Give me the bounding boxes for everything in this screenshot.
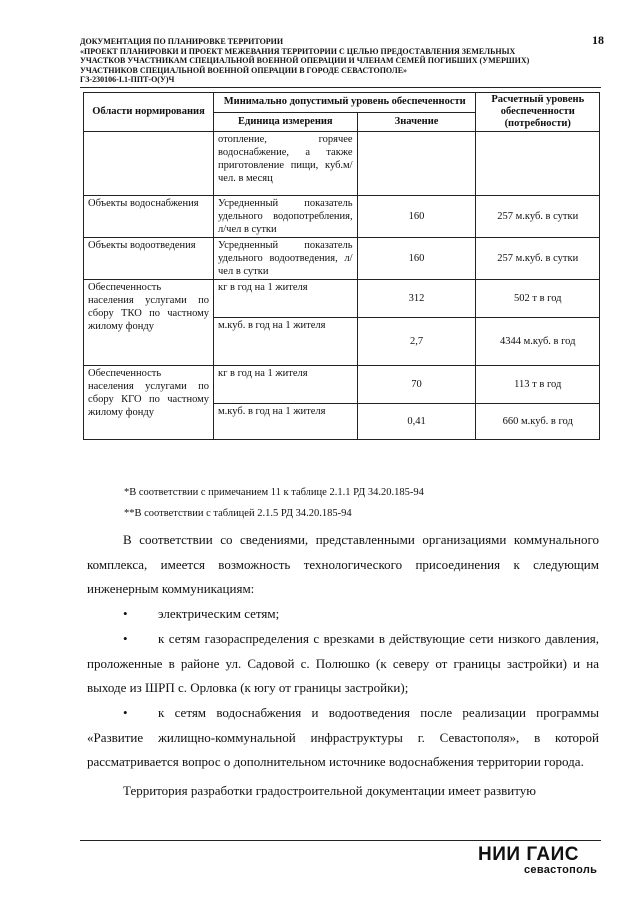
table-cell: м.куб. в год на 1 жителя bbox=[214, 318, 358, 366]
col-header-min-level: Минимально допустимый уровень обеспеченности bbox=[214, 93, 476, 113]
document-header bbox=[80, 37, 600, 85]
table-cell: Обеспеченность населения услугами по сбору КГО по частному жилому фонду bbox=[84, 366, 214, 440]
list-item bbox=[87, 602, 599, 627]
table-cell: кг в год на 1 жителя bbox=[214, 280, 358, 318]
paragraph-last: Территория разработки градостроительной документации имеет развитую bbox=[123, 783, 536, 799]
logo-main: НИИ ГАИС bbox=[478, 844, 579, 865]
bullet-icon: • bbox=[123, 630, 128, 646]
table-cell: Усредненный показатель удельного водопотребления, л/чел в сутки bbox=[214, 196, 358, 238]
table-cell: 312 bbox=[357, 280, 476, 318]
list-item bbox=[87, 627, 599, 701]
table-cell: 4344 м.куб. в год bbox=[476, 318, 600, 366]
table-cell: 660 м.куб. в год bbox=[476, 404, 600, 440]
header-line-3: УЧАСТКОВ УЧАСТНИКАМ СПЕЦИАЛЬНОЙ ВОЕННОЙ ОПЕРАЦИИ И ЧЛЕНАМ СЕМЕЙ ПОГИБШИХ (УМЕРШИХ) bbox=[80, 56, 530, 66]
list-item-text: электрическим сетям; bbox=[158, 606, 280, 622]
table-cell: 2,7 bbox=[357, 318, 476, 366]
logo-sub: севастополь bbox=[524, 864, 598, 876]
footer-divider bbox=[80, 840, 601, 841]
table-cell: 70 bbox=[357, 366, 476, 404]
table-cell: Объекты водоснабжения bbox=[84, 196, 214, 238]
table-cell: 502 т в год bbox=[476, 280, 600, 318]
header-line-2: «ПРОЕКТ ПЛАНИРОВКИ И ПРОЕКТ МЕЖЕВАНИЯ ТЕРРИТОРИИ С ЦЕЛЬЮ ПРЕДОСТАВЛЕНИЯ ЗЕМЕЛЬНЫХ bbox=[80, 46, 516, 56]
company-logo bbox=[478, 844, 598, 876]
table-cell: Обеспеченность населения услугами по сбору ТКО по частному жилому фонду bbox=[84, 280, 214, 366]
table-row bbox=[84, 238, 600, 280]
header-line-4: УЧАСТНИКОВ СПЕЦИАЛЬНОЙ ВОЕННОЙ ОПЕРАЦИИ В ГОРОДЕ СЕВАСТОПОЛЕ» bbox=[80, 65, 408, 75]
table-cell: 257 м.куб. в сутки bbox=[476, 196, 600, 238]
table-cell: 160 bbox=[357, 196, 476, 238]
table-cell: 113 т в год bbox=[476, 366, 600, 404]
requirements-table bbox=[83, 92, 600, 440]
bullet-icon: • bbox=[123, 704, 128, 720]
header-line-1: ДОКУМЕНТАЦИЯ ПО ПЛАНИРОВКЕ ТЕРРИТОРИИ bbox=[80, 37, 284, 46]
table-cell bbox=[357, 132, 476, 196]
col-header-unit: Единица измерения bbox=[214, 112, 358, 132]
list-item-text: к сетям газораспределения с врезками в действующие сети низкого давления, проложенные в районе ул. Садовой с. Полюшко (к северу от границы застройки) и на выходе из ШРП с. Орловка (к югу от границы застройки); bbox=[87, 630, 599, 696]
paragraph-intro: В соответствии со сведениями, представленными организациями коммунального комплекса, имеется возможность технологического присоединения к следующим инженерным коммуникациям: bbox=[87, 532, 599, 597]
table-cell: м.куб. в год на 1 жителя bbox=[214, 404, 358, 440]
table-cell bbox=[84, 132, 214, 196]
col-header-area: Области нормирования bbox=[84, 93, 214, 132]
table-row bbox=[84, 196, 600, 238]
table-cell: 257 м.куб. в сутки bbox=[476, 238, 600, 280]
list-item bbox=[87, 701, 599, 775]
footnote-1: *В соответствии с примечанием 11 к таблице 2.1.1 РД 34.20.185-94 bbox=[124, 487, 424, 498]
table-cell: 160 bbox=[357, 238, 476, 280]
table-header-row bbox=[84, 93, 600, 113]
bullet-icon: • bbox=[123, 606, 128, 622]
table-row bbox=[84, 366, 600, 404]
list-item-text: к сетям водоснабжения и водоотведения после реализации программы «Развитие жилищно-коммунальной инфраструктуры г. Севастополя», в которой рассматривается вопрос о дополнительном источнике водоснабжения территории города. bbox=[87, 704, 599, 770]
col-header-calc: Расчетный уровень обеспеченности (потребности) bbox=[476, 93, 600, 132]
col-header-value: Значение bbox=[357, 112, 476, 132]
page-number: 18 bbox=[592, 33, 604, 47]
table-cell bbox=[476, 132, 600, 196]
footnote-2: **В соответствии с таблицей 2.1.5 РД 34.20.185-94 bbox=[124, 508, 352, 519]
table-cell: Усредненный показатель удельного водоотведения, л/чел в сутки bbox=[214, 238, 358, 280]
table-cell: Объекты водоотведения bbox=[84, 238, 214, 280]
table-row bbox=[84, 280, 600, 318]
table-cell: отопление, горячее водоснабжение, а также приготовление пищи, куб.м/чел. в месяц bbox=[214, 132, 358, 196]
header-divider bbox=[80, 87, 601, 88]
table-cell: кг в год на 1 жителя bbox=[214, 366, 358, 404]
header-code: ГЗ-230106-I.1-ППТ-О(У)Ч bbox=[80, 75, 175, 85]
table-cell: 0,41 bbox=[357, 404, 476, 440]
table-row bbox=[84, 132, 600, 196]
body-text bbox=[87, 528, 599, 804]
